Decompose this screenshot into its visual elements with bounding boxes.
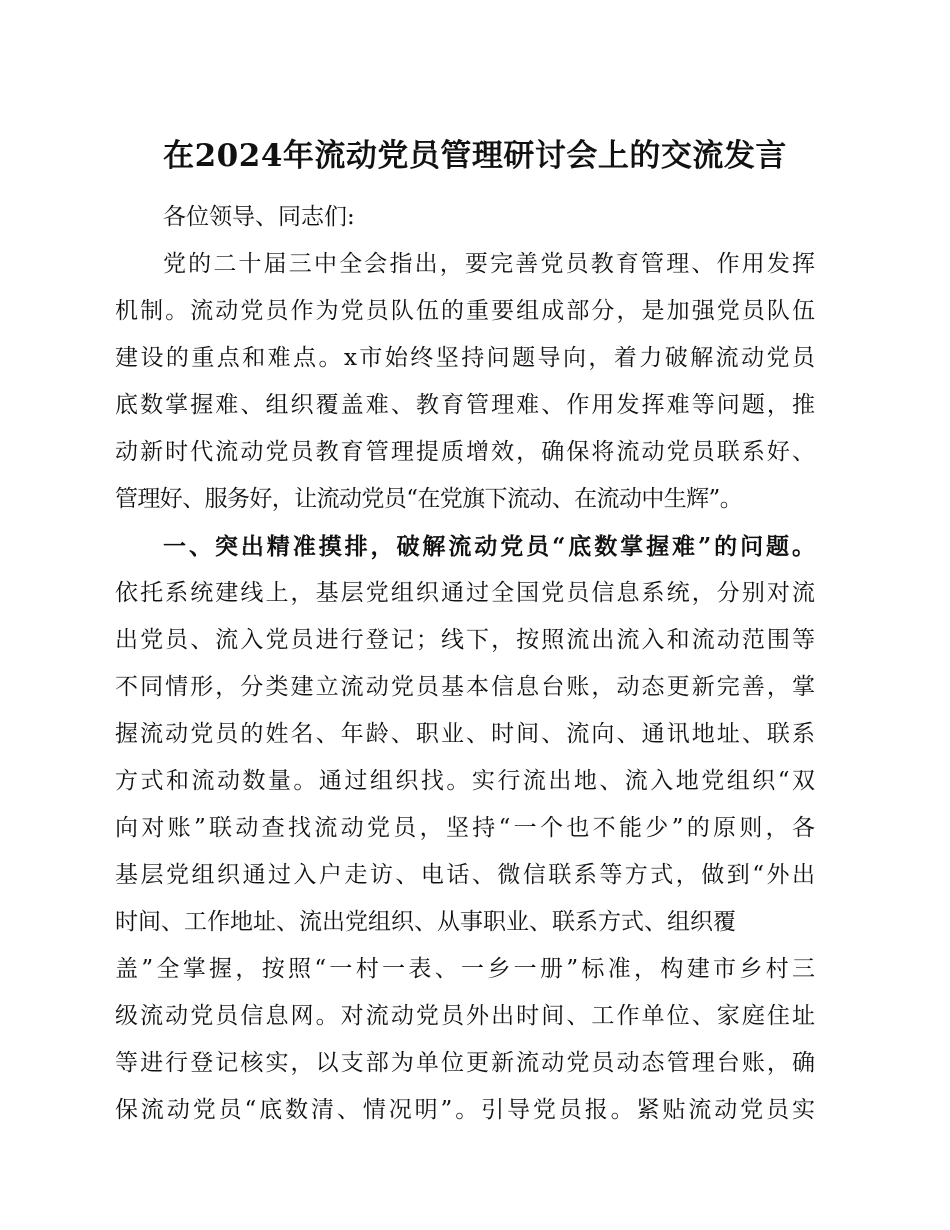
paragraph-line: 基层党组织通过入户走访、电话、微信联系等方式，做到“外出 [115,862,815,888]
paragraph-line: 出党员、流入党员进行登记；线下，按照流出流入和流动范围等 [115,627,815,653]
section-heading: 一、突出精准摸排，破解流动党员“底数掌握难”的问题。 [163,533,815,560]
document-title: 在2024年流动党员管理研讨会上的交流发言 [163,138,787,174]
paragraph-line: 底数掌握难、组织覆盖难、教育管理难、作用发挥难等问题，推 [115,392,815,418]
paragraph-line: 等进行登记核实，以支部为单位更新流动党员动态管理台账，确 [115,1050,815,1076]
paragraph-line: 向对账”联动查找流动党员，坚持“一个也不能少”的原则，各 [115,815,815,841]
paragraph-line: 党的二十届三中全会指出，要完善党员教育管理、作用发挥 [163,251,815,277]
paragraph-line: 握流动党员的姓名、年龄、职业、时间、流向、通讯地址、联系 [115,721,815,747]
paragraph-line: 级流动党员信息网。对流动党员外出时间、工作单位、家庭住址 [115,1003,815,1029]
paragraph-line: 动新时代流动党员教育管理提质增效，确保将流动党员联系好、 [115,439,815,465]
paragraph-line: 机制。流动党员作为党员队伍的重要组成部分，是加强党员队伍 [115,298,815,324]
paragraph-line: 方式和流动数量。通过组织找。实行流出地、流入地党组织“双 [115,768,815,794]
document-body [115,194,815,1134]
paragraph-line: 依托系统建线上，基层党组织通过全国党员信息系统，分别对流 [115,580,815,606]
paragraph-line: 不同情形，分类建立流动党员基本信息台账，动态更新完善，掌 [115,674,815,700]
paragraph-line: 保流动党员“底数清、情况明”。引导党员报。紧贴流动党员实 [115,1097,815,1123]
greeting: 各位领导、同志们: [163,204,355,230]
paragraph-line: 管理好、服务好，让流动党员“在党旗下流动、在流动中生辉”。 [115,486,743,512]
paragraph-line: 建设的重点和难点。x市始终坚持问题导向，着力破解流动党员 [115,345,815,371]
paragraph-line: 时间、工作地址、流出党组织、从事职业、联系方式、组织覆 [115,909,736,935]
paragraph-line: 盖”全掌握，按照“一村一表、一乡一册”标准，构建市乡村三 [115,956,815,982]
